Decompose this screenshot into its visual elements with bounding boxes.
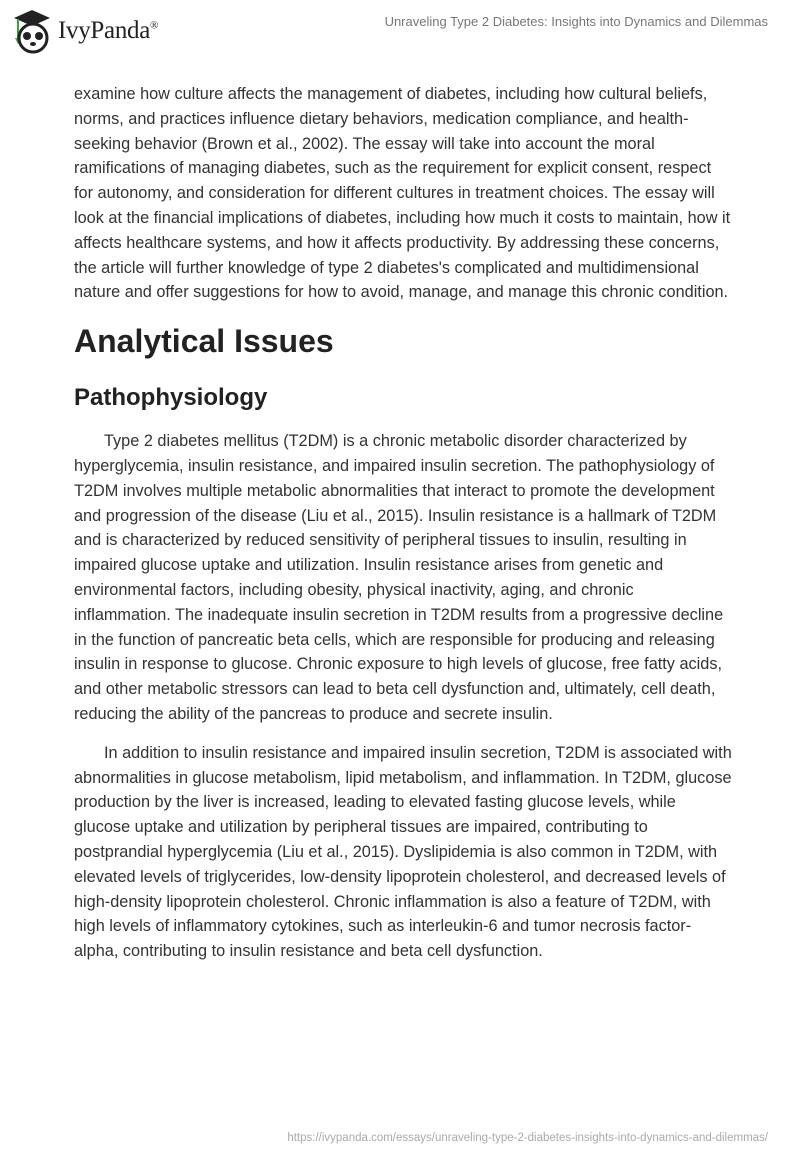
essay-content xyxy=(74,82,734,978)
intro-paragraph: examine how culture affects the management of diabetes, including how cultural beliefs, norms, and practices influence dietary behaviors, medication compliance, and health-seeking behavior (Brown et al., 2002). The essay will take into account the moral ramifications of managing diabetes, such as the requirement for explicit consent, respect for autonomy, and consideration for different cultures in treatment choices. The essay will look at the financial implications of diabetes, including how much it costs to maintain, how it affects healthcare systems, and how it affects productivity. By addressing these concerns, the article will further knowledge of type 2 diabetes's complicated and multidimensional nature and offer suggestions for how to avoid, manage, and manage this chronic condition. xyxy=(74,85,731,302)
subsection-heading: Pathophysiology xyxy=(74,384,268,412)
source-url[interactable]: https://ivypanda.com/essays/unraveling-type-2-diabetes-insights-into-dynamics-and-dilemmas/ xyxy=(287,1132,768,1144)
brand-text: IvyPanda xyxy=(58,17,151,44)
document-title: Unraveling Type 2 Diabetes: Insights into Dynamics and Dilemmas xyxy=(384,14,768,29)
brand-name xyxy=(58,17,158,45)
panda-graduate-icon xyxy=(12,8,52,54)
registered-mark: ® xyxy=(150,19,159,32)
ivypanda-logo[interactable] xyxy=(12,8,158,54)
paragraph: In addition to insulin resistance and impaired insulin secretion, T2DM is associated with abnormalities in glucose metabolism, lipid metabolism, and inflammation. In T2DM, glucose production by the liver is increased, leading to elevated fasting glucose levels, while glucose uptake and utilization by peripheral tissues are impaired, contributing to postprandial hyperglycemia (Liu et al., 2015). Dyslipidemia is also common in T2DM, with elevated levels of triglycerides, low-density lipoprotein cholesterol, and decreased levels of high-density lipoprotein cholesterol. Chronic inflammation is also a feature of T2DM, with high levels of inflammatory cytokines, such as interleukin-6 and tumor necrosis factor-alpha, contributing to insulin resistance and beta cell dysfunction. xyxy=(74,743,732,961)
section-heading: Analytical Issues xyxy=(74,323,334,360)
paragraph: Type 2 diabetes mellitus (T2DM) is a chronic metabolic disorder characterized by hyperglycemia, insulin resistance, and impaired insulin secretion. The pathophysiology of T2DM involves multiple metabolic abnormalities that interact to promote the development and progression of the disease (Liu et al., 2015). Insulin resistance is a hallmark of T2DM and is characterized by reduced sensitivity of peripheral tissues to insulin, resulting in impaired glucose uptake and utilization. Insulin resistance arises from genetic and environmental factors, including obesity, physical inactivity, aging, and chronic inflammation. The inadequate insulin secretion in T2DM results from a progressive decline in the function of pancreatic beta cells, which are responsible for producing and releasing insulin in response to glucose. Chronic exposure to high levels of glucose, free fatty acids, and other metabolic stressors can lead to beta cell dysfunction and, ultimately, cell death, reducing the ability of the pancreas to produce and secrete insulin. xyxy=(74,432,724,723)
